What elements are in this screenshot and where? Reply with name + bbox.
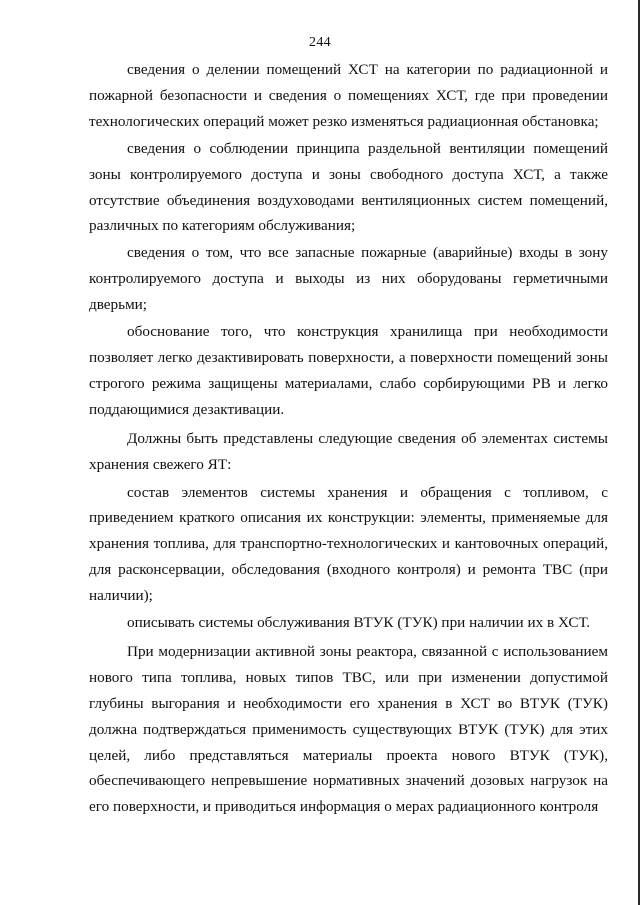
- page-number: 244: [309, 35, 331, 50]
- paragraph-fresh-fuel-storage-intro: Должны быть представлены следующие сведения об элементах системы хранения свежего ЯТ:: [89, 429, 608, 473]
- paragraph-core-modernization: При модернизации активной зоны реактора, связанной с использованием нового типа топлива, новых типов ТВС, или при изменении допустимой глубины выгорания и необходимости его хранения в ХСТ во ВТУК (ТУК) должна подтверждаться применимость существующих ВТУК (ТУК) для этих целей, либо представляться материалы проекта нового ВТУК (ТУК), обеспечивающего непревышение нормативных значений дозовых нагрузок на его поверхности, и приводиться информация о мерах радиационного контроля: [89, 642, 608, 816]
- paragraph-vtuk-service-systems: описывать системы обслуживания ВТУК (ТУК) при наличии их в ХСТ.: [127, 614, 591, 632]
- body-text: [89, 57, 608, 820]
- paragraph-ventilation: сведения о соблюдении принципа раздельной вентиляции помещений зоны контролируемого доступа и зоны свободного доступа ХСТ, а также отсутствие объединения воздуховодами вентиляционных систем помещений, различных по категориям обслуживания;: [89, 139, 608, 235]
- paragraph-emergency-exits: сведения о том, что все запасные пожарные (аварийные) входы в зону контролируемого доступа и выходы из них оборудованы герметичными дверьми;: [89, 244, 608, 314]
- paragraph-room-categories: сведения о делении помещений ХСТ на категории по радиационной и пожарной безопасности и сведения о помещениях ХСТ, где при проведении технологических операций может резко изменяться радиационная обстановка;: [89, 61, 608, 130]
- paragraph-decontamination: обоснование того, что конструкция хранилища при необходимости позволяет легко дезактивировать поверхности, а поверхности помещений зоны строгого режима защищены материалами, слабо сорбирующими РВ и легко поддающимися дезактивации.: [89, 323, 608, 418]
- paragraph-storage-system-elements: состав элементов системы хранения и обращения с топливом, с приведением краткого описания их конструкции: элементы, применяемые для хранения топлива, для транспортно-технологических и кантовочных операций, для расконсервации, обследования (входного контроля) и ремонта ТВС (при наличии);: [89, 483, 608, 605]
